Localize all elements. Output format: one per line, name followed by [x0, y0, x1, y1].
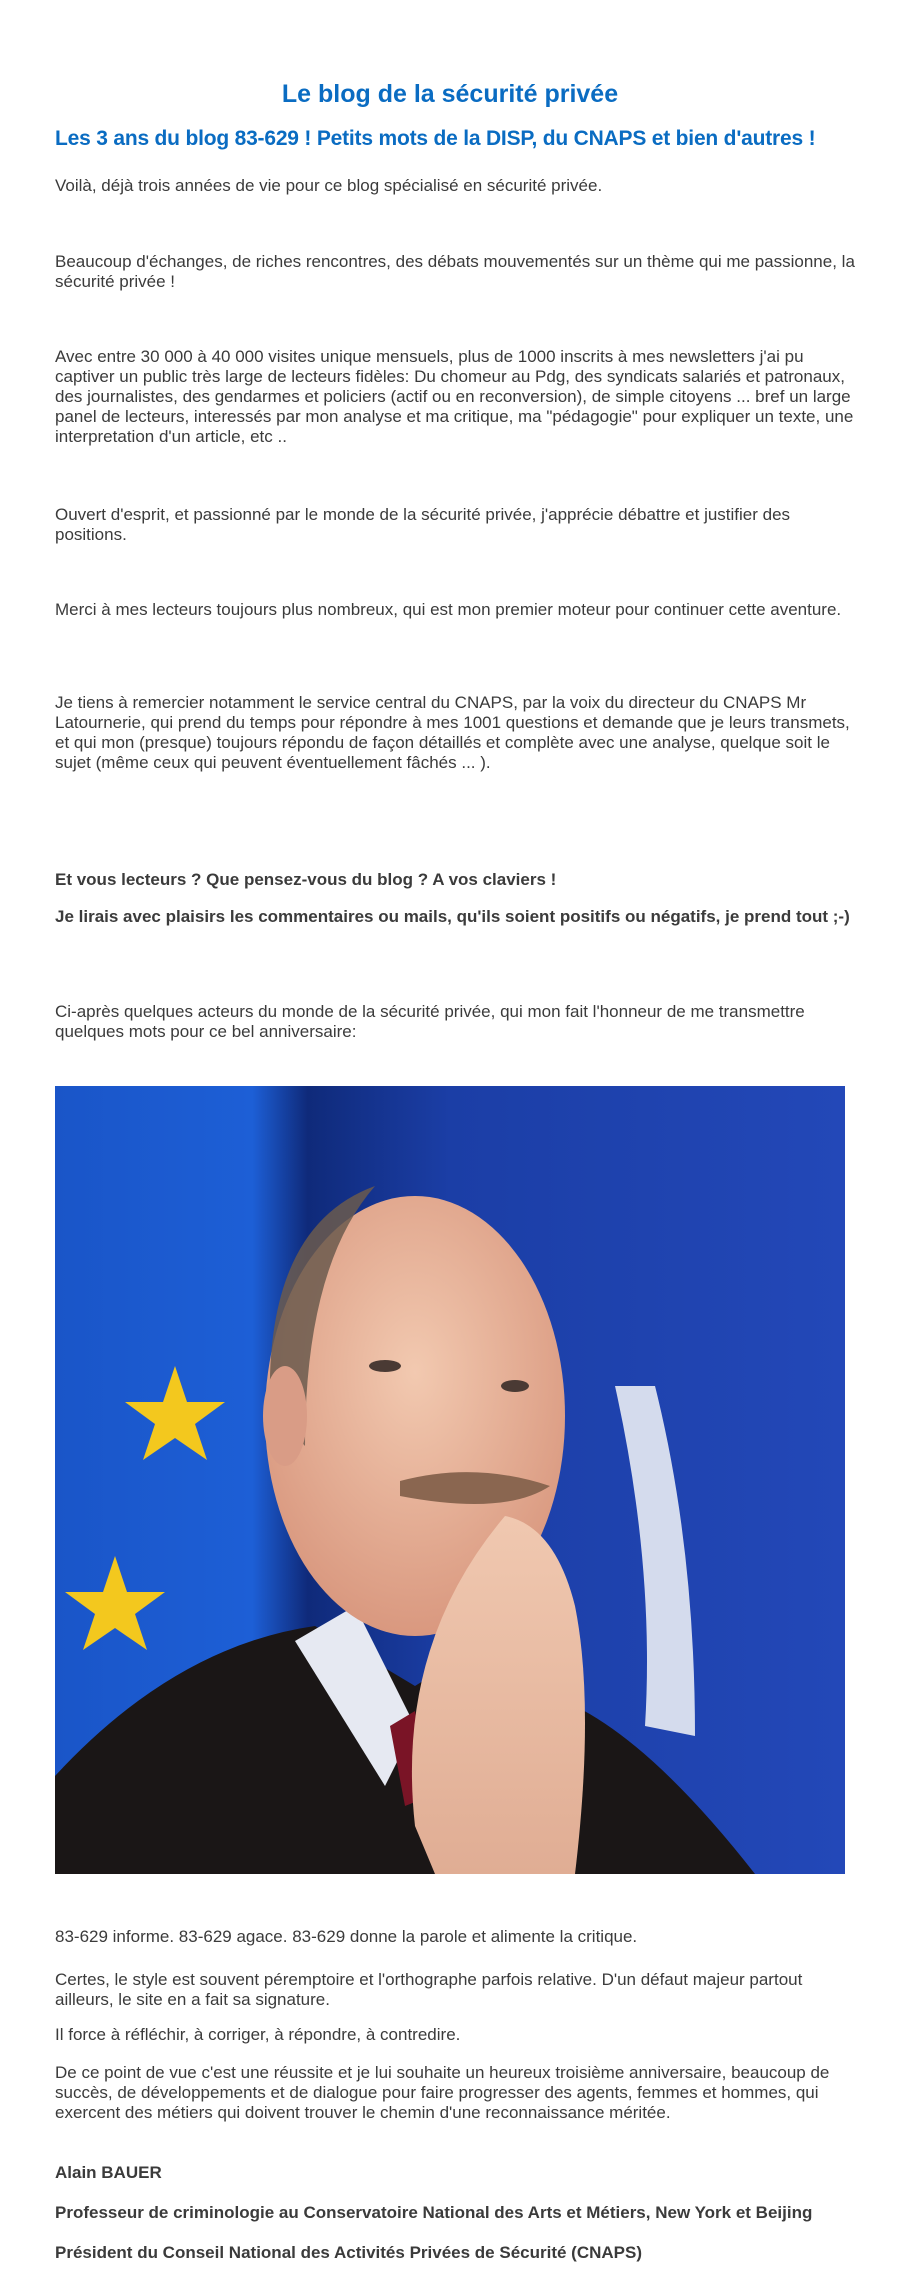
left-eye	[369, 1360, 401, 1372]
paragraph-audience: Avec entre 30 000 à 40 000 visites unique mensuels, plus de 1000 inscrits à mes newsletters j'ai pu captiver un public très large de lecteurs fidèles: Du chomeur au Pdg, des syndicats salariés et patronaux, des journalistes, des gendarmes et policiers (actif ou en reconversion), de simple citoyens ... bref un large panel de lecteurs, interessés par mon analyse et ma critique, ma "pédagogie" pour expliquer un texte, une interpretation d'un article, etc ..	[55, 347, 854, 446]
portrait-illustration	[55, 1086, 845, 1874]
paragraph-actors-intro: Ci-après quelques acteurs du monde de la sécurité privée, qui mon fait l'honneur de me transmettre quelques mots pour ce bel anniversaire:	[55, 1002, 805, 1041]
paragraph-thanks-cnaps: Je tiens à remercier notamment le service central du CNAPS, par la voix du directeur du CNAPS Mr Latournerie, qui prend du temps pour répondre à mes 1001 questions et demande que je leurs transmets, et qui mon (presque) toujours répondu de façon détaillés et complète avec une analyse, quelque soit le sujet (même ceux qui peuvent éventuellement fâchés ... ).	[55, 693, 850, 772]
paragraph-call-to-readers: Et vous lecteurs ? Que pensez-vous du blog ? A vos claviers !	[55, 870, 557, 889]
paragraph-thanks-readers: Merci à mes lecteurs toujours plus nombreux, qui est mon premier moteur pour continuer cette aventure.	[55, 600, 842, 619]
paragraph-intro: Voilà, déjà trois années de vie pour ce blog spécialisé en sécurité privée.	[55, 176, 603, 195]
paragraph-comments: Je lirais avec plaisirs les commentaires ou mails, qu'ils soient positifs ou négatifs, je prend tout ;-)	[55, 907, 850, 926]
paragraph-exchanges: Beaucoup d'échanges, de riches rencontres, des débats mouvementés sur un thème qui me passionne, la sécurité privée !	[55, 252, 855, 291]
ear	[263, 1366, 307, 1466]
article-title: Les 3 ans du blog 83-629 ! Petits mots de la DISP, du CNAPS et bien d'autres !	[55, 127, 816, 150]
quote-paragraph-4: De ce point de vue c'est une réussite et je lui souhaite un heureux troisième anniversaire, beaucoup de succès, de développements et de dialogue pour faire progresser des agents, femmes et hommes, qui exercent des métiers qui doivent trouver le chemin d'une reconnaissance méritée.	[55, 2063, 830, 2122]
quote-paragraph-1: 83-629 informe. 83-629 agace. 83-629 donne la parole et alimente la critique.	[55, 1927, 638, 1946]
portrait-photo	[55, 1086, 845, 1874]
blog-title: Le blog de la sécurité privée	[281, 79, 619, 108]
quote-author-title-1: Professeur de criminologie au Conservatoire National des Arts et Métiers, New York et Beijing	[55, 2203, 813, 2222]
right-eye	[501, 1380, 529, 1392]
quote-paragraph-3: Il force à réfléchir, à corriger, à répondre, à contredire.	[55, 2025, 461, 2044]
paragraph-open-minded: Ouvert d'esprit, et passionné par le monde de la sécurité privée, j'apprécie débattre et justifier des positions.	[55, 505, 791, 544]
quote-author-title-2: Président du Conseil National des Activités Privées de Sécurité (CNAPS)	[55, 2243, 642, 2262]
quote-paragraph-2: Certes, le style est souvent péremptoire et l'orthographe parfois relative. D'un défaut majeur partout ailleurs, le site en a fait sa signature.	[55, 1970, 803, 2009]
quote-author-name: Alain BAUER	[55, 2163, 162, 2182]
